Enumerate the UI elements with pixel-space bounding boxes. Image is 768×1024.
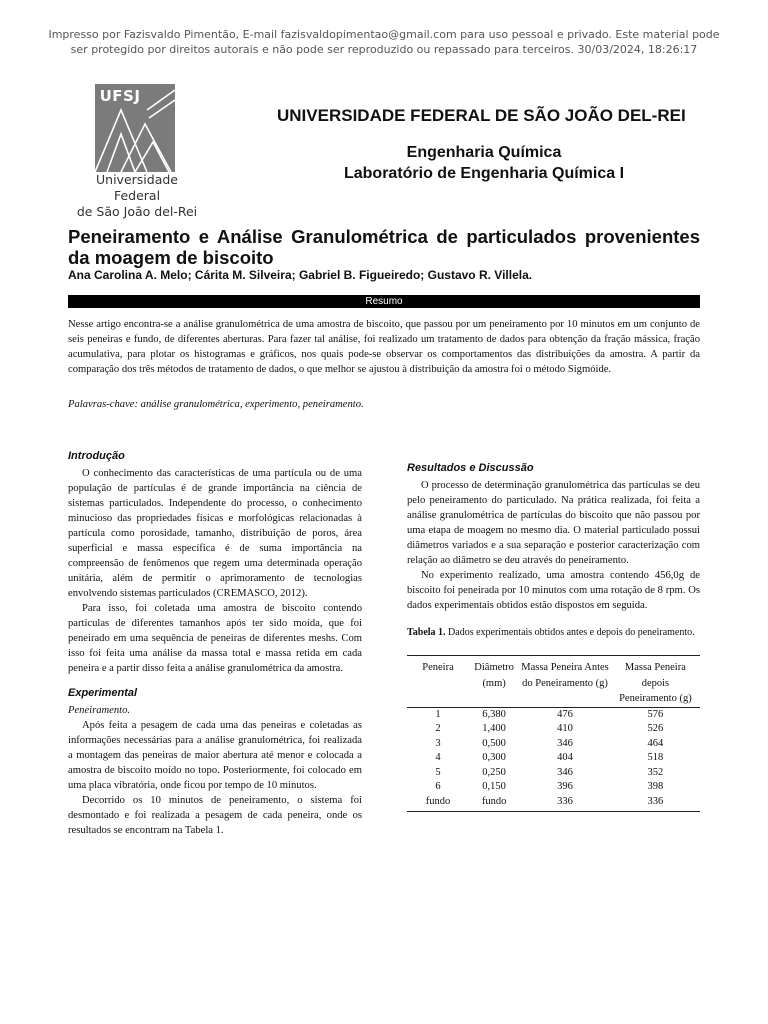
table-caption <box>407 627 700 639</box>
table-cell: 346 <box>557 766 573 778</box>
table-header-row <box>407 656 700 708</box>
table-cell: 464 <box>647 737 664 749</box>
experimental-paragraph-2: Decorrido os 10 minutos de peneiramento, o sistema foi desmontado e foi realizada a pesagem de cada peneira, onde os resultados se encontram na Tabela 1. <box>68 795 362 836</box>
table-cell: 576 <box>647 708 664 720</box>
table-cell: 476 <box>557 708 573 720</box>
table-cell: 0,250 <box>482 766 506 778</box>
logo-acronym: UFSJ <box>99 87 141 105</box>
table-row <box>407 780 700 795</box>
print-watermark: Impresso por Fazisvaldo Pimentão, E-mail fazisvaldopimentao@gmail.com para uso pessoal e privado. Este material pode ser protegido por direitos autorais e não pode ser reproduzido ou repassado para terceiros. 30/03/2024, 18:26:17 <box>48 28 720 56</box>
table-header-cell: Massa Peneira Antes do Peneiramento (g) <box>519 656 611 708</box>
table-cell: 5 <box>435 766 441 778</box>
table-cell: 346 <box>557 737 573 749</box>
table-cell: 518 <box>647 752 664 763</box>
table-cell: 3 <box>435 737 441 749</box>
university-name: UNIVERSIDADE FEDERAL DE SÃO JOÃO DEL-REI <box>277 106 686 125</box>
abstract-header-bar: Resumo <box>68 295 700 308</box>
table-cell: 396 <box>557 781 573 792</box>
subsection-peneiramento: Peneiramento. <box>68 705 131 716</box>
table-cell: 352 <box>647 766 664 778</box>
table-cell: fundo <box>407 795 469 812</box>
table-row <box>407 722 700 737</box>
section-heading-introducao: Introdução <box>68 450 125 462</box>
table-row <box>407 751 700 766</box>
abstract <box>68 317 700 377</box>
table-row <box>407 737 700 752</box>
logo-caption-line-1: Universidade Federal <box>96 172 178 203</box>
section-heading-resultados: Resultados e Discussão <box>407 462 534 474</box>
table-cell: 6 <box>435 781 441 792</box>
paper-title: Peneiramento e Análise Granulométrica de particulados provenientes da moagem de biscoito <box>68 226 700 268</box>
results-paragraph-2: No experimento realizado, uma amostra contendo 456,0g de biscoito foi peneirada por 10 minutos com uma rotação de 8 rpm. Os dados experimentais obtidos estão dispostos em seguida. <box>407 570 700 611</box>
table-caption-text: Dados experimentais obtidos antes e depois do peneiramento. <box>448 627 695 638</box>
intro-paragraph-2: Para isso, foi coletada uma amostra de biscoito contendo partículas de diferentes tamanhos após ter sido moída, que foi peneirado em uma sequência de peneiras de diferentes meshs. Com isso foi feita uma análise da massa total e massa retida em cada peneira e a partir disso feita a análise granulométrica da amostra. <box>68 603 362 674</box>
table-cell: fundo <box>469 795 519 812</box>
table-cell: 526 <box>647 723 664 734</box>
experimental-paragraph-1: Após feita a pesagem de cada uma das peneiras e coletadas as informações necessárias para a análise granulométrica, foi realizada a montagem das peneiras de maior abertura até menor e colocada a amostra de biscoito moído no topo. Posteriormente, foi colocado em uma placa vibratória, onde ficou por tempo de 10 minutos. <box>68 720 362 791</box>
logo-caption-line-2: de São João del-Rei <box>76 204 198 219</box>
results-paragraph-1: O processo de determinação granulométrica das partículas se deu pelo peneiramento do particulado. Na prática realizada, foi feita a análise granulométrica de partículas do biscoito que não passou por uma etapa de moagem no mesmo dia. O material particulado possui diâmetros variados e a sua separação e posterior caracterização com relação ao diâmetro se deu através do peneiramento. <box>407 480 700 566</box>
table-cell: 0,300 <box>482 752 506 763</box>
intro-paragraph-1: O conhecimento das características de uma partícula ou de uma população de partículas é de grande importância na ciência de sistemas particulados. Independente do processo, o conhecimento minucioso das propriedades físicas e morfológicas relacionadas à partícula como porosidade, tamanho, distribuição de poros, área superficial e massa específica é de suma importância na compreensão de fenômenos que regem uma determinada operação unitária, além de permitir o aprimoramento de tecnologias envolvendo sistemas particulados (CREMASCO, 2012). <box>68 468 362 599</box>
left-column <box>68 449 362 838</box>
table-cell: 4 <box>435 752 441 763</box>
lab-name: Laboratório de Engenharia Química I <box>343 165 625 182</box>
table-cell: 1 <box>435 708 441 720</box>
table-row <box>407 707 700 722</box>
table-header-cell: Peneira <box>407 656 469 708</box>
table-cell: 0,500 <box>482 737 506 749</box>
sieve-data-table <box>407 655 700 812</box>
table-cell: 0,150 <box>482 781 506 792</box>
university-logo <box>71 84 203 219</box>
table-row <box>407 766 700 781</box>
course-header <box>277 142 691 184</box>
table-cell: 410 <box>557 723 573 734</box>
table-cell: 1,400 <box>482 723 506 734</box>
section-heading-experimental: Experimental <box>68 687 138 699</box>
table-header-cell: Diâmetro (mm) <box>469 656 519 708</box>
paper-authors: Ana Carolina A. Melo; Cárita M. Silveira; Gabriel B. Figueiredo; Gustavo R. Villela. <box>68 268 533 282</box>
table-cell: 336 <box>519 795 611 812</box>
course-name: Engenharia Química <box>406 144 562 161</box>
table-cell: 6,380 <box>482 708 506 720</box>
table-cell: 404 <box>557 752 573 763</box>
table-cell: 398 <box>647 781 664 792</box>
table-header-cell: Massa Peneira depois Peneiramento (g) <box>611 656 700 708</box>
logo-caption <box>71 172 203 220</box>
abstract-text: Nesse artigo encontra-se a análise granulométrica de uma amostra de biscoito, que passou por um peneiramento por 10 minutos em um conjunto de seis peneiras e fundo, de diferentes aberturas. Para fazer tal análise, foi realizado um tratamento de dados para obtenção da fração mássica, fração acumulativa, para plotar os histogramas e gráficos, nos quais pode-se observar os comportamentos das distribuições da amostra. A partir da comparação dos três métodos de tratamento de dados, o que melhor se ajustou à distribuição da amostra foi o método Sigmóide. <box>68 319 700 375</box>
table-cell: 2 <box>435 723 441 734</box>
keywords: Palavras-chave: análise granulométrica, experimento, peneiramento. <box>68 399 364 410</box>
table-caption-label: Tabela 1. <box>407 627 446 638</box>
right-column <box>407 461 700 812</box>
table-row <box>407 795 700 812</box>
table-cell: 336 <box>611 795 700 812</box>
